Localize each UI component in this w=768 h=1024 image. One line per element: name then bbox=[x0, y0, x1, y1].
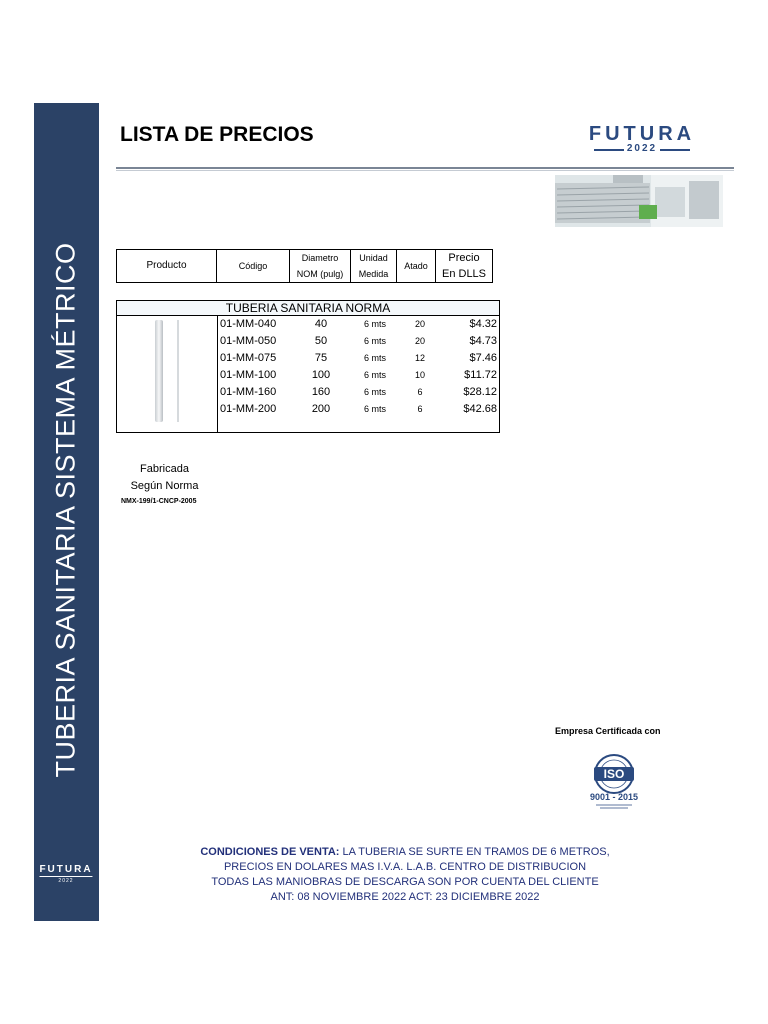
col-diametro-line2: NOM (pulg) bbox=[296, 269, 344, 279]
side-logo-word: FUTURA bbox=[39, 864, 93, 875]
row-price: $7.46 bbox=[469, 352, 497, 364]
row-code: 01-MM-040 bbox=[220, 318, 277, 330]
table-row bbox=[217, 350, 499, 367]
table-row bbox=[217, 401, 499, 418]
conditions-line2: PRECIOS EN DOLARES MAS I.V.A. L.A.B. CENTRO DE DISTRIBUCION bbox=[223, 861, 587, 873]
row-diameter: 50 bbox=[314, 335, 328, 347]
pipe-image-shadow bbox=[177, 320, 179, 422]
row-atado: 20 bbox=[414, 319, 425, 329]
table-row bbox=[217, 333, 499, 350]
table-row bbox=[217, 384, 499, 401]
table-row bbox=[217, 316, 499, 333]
iso-seal-text: ISO bbox=[603, 767, 625, 781]
norma-code: NMX-199/1-CNCP-2005 bbox=[121, 498, 197, 505]
col-diametro-line1: Diametro bbox=[301, 253, 339, 263]
row-atado: 10 bbox=[414, 370, 425, 380]
col-precio-line2: En DLLS bbox=[441, 268, 487, 280]
made-line2: Según Norma bbox=[130, 480, 199, 492]
row-atado: 12 bbox=[414, 353, 425, 363]
row-diameter: 160 bbox=[311, 386, 331, 398]
row-price: $11.72 bbox=[464, 369, 497, 381]
conditions-line3: TODAS LAS MANIOBRAS DE DESCARGA SON POR CUENTA DEL CLIENTE bbox=[211, 876, 599, 888]
row-atado: 6 bbox=[417, 387, 423, 397]
col-precio-line1: Precio bbox=[448, 252, 480, 264]
row-atado: 20 bbox=[414, 336, 425, 346]
pipe-image bbox=[155, 320, 163, 422]
col-atado: Atado bbox=[397, 250, 436, 283]
section-title: TUBERIA SANITARIA NORMA bbox=[117, 301, 499, 316]
row-unit: 6 mts bbox=[363, 387, 386, 397]
col-producto: Producto bbox=[117, 250, 217, 283]
iso-seal-icon bbox=[582, 752, 646, 812]
certification-label: Empresa Certificada con bbox=[555, 726, 661, 736]
sale-conditions bbox=[120, 845, 690, 905]
side-logo-year: 2022 bbox=[39, 876, 92, 884]
row-unit: 6 mts bbox=[363, 336, 386, 346]
conditions-line4: ANT: 08 NOVIEMBRE 2022 ACT: 23 DICIEMBRE 2022 bbox=[270, 891, 540, 903]
brand-logo-word: FUTURA bbox=[588, 123, 696, 145]
row-diameter: 200 bbox=[311, 403, 331, 415]
conditions-lead: CONDICIONES DE VENTA: bbox=[200, 846, 340, 858]
row-code: 01-MM-200 bbox=[220, 403, 277, 415]
product-image-cell bbox=[117, 316, 218, 432]
header-divider bbox=[116, 167, 734, 169]
col-unidad-line2: Medida bbox=[358, 269, 389, 279]
side-logo bbox=[39, 864, 92, 884]
row-price: $28.12 bbox=[463, 386, 497, 398]
pipes-photo bbox=[555, 175, 723, 227]
made-line1: Fabricada bbox=[140, 463, 189, 475]
page-title: LISTA DE PRECIOS bbox=[120, 123, 314, 146]
col-precio bbox=[436, 250, 493, 283]
row-atado: 6 bbox=[417, 404, 423, 414]
brand-logo bbox=[582, 124, 702, 154]
row-price: $4.32 bbox=[469, 318, 497, 330]
conditions-line1 bbox=[120, 845, 690, 860]
col-codigo: Código bbox=[217, 250, 290, 283]
product-section bbox=[116, 300, 500, 433]
row-diameter: 40 bbox=[314, 318, 328, 330]
row-unit: 6 mts bbox=[363, 319, 386, 329]
col-diametro bbox=[290, 250, 351, 283]
brand-logo-year: 2022 bbox=[582, 144, 702, 154]
col-unidad-line1: Unidad bbox=[359, 253, 388, 263]
row-unit: 6 mts bbox=[363, 353, 386, 363]
row-price: $42.68 bbox=[463, 403, 497, 415]
iso-seal-number: 9001 - 2015 bbox=[589, 792, 639, 802]
row-code: 01-MM-100 bbox=[220, 369, 277, 381]
table-row bbox=[217, 367, 499, 384]
conditions-line1-rest: LA TUBERIA SE SURTE EN TRAM0S DE 6 METROS, bbox=[339, 846, 610, 858]
row-code: 01-MM-050 bbox=[220, 335, 277, 347]
side-title: TUBERIA SANITARIA SISTEMA MÉTRICO bbox=[50, 242, 81, 778]
column-header-table bbox=[116, 249, 493, 283]
row-price: $4.73 bbox=[469, 335, 497, 347]
row-unit: 6 mts bbox=[363, 370, 386, 380]
header-divider-light bbox=[116, 170, 734, 171]
row-code: 01-MM-075 bbox=[220, 352, 277, 364]
row-diameter: 100 bbox=[311, 369, 331, 381]
row-diameter: 75 bbox=[314, 352, 328, 364]
row-unit: 6 mts bbox=[363, 404, 386, 414]
row-code: 01-MM-160 bbox=[220, 386, 277, 398]
col-unidad bbox=[351, 250, 397, 283]
